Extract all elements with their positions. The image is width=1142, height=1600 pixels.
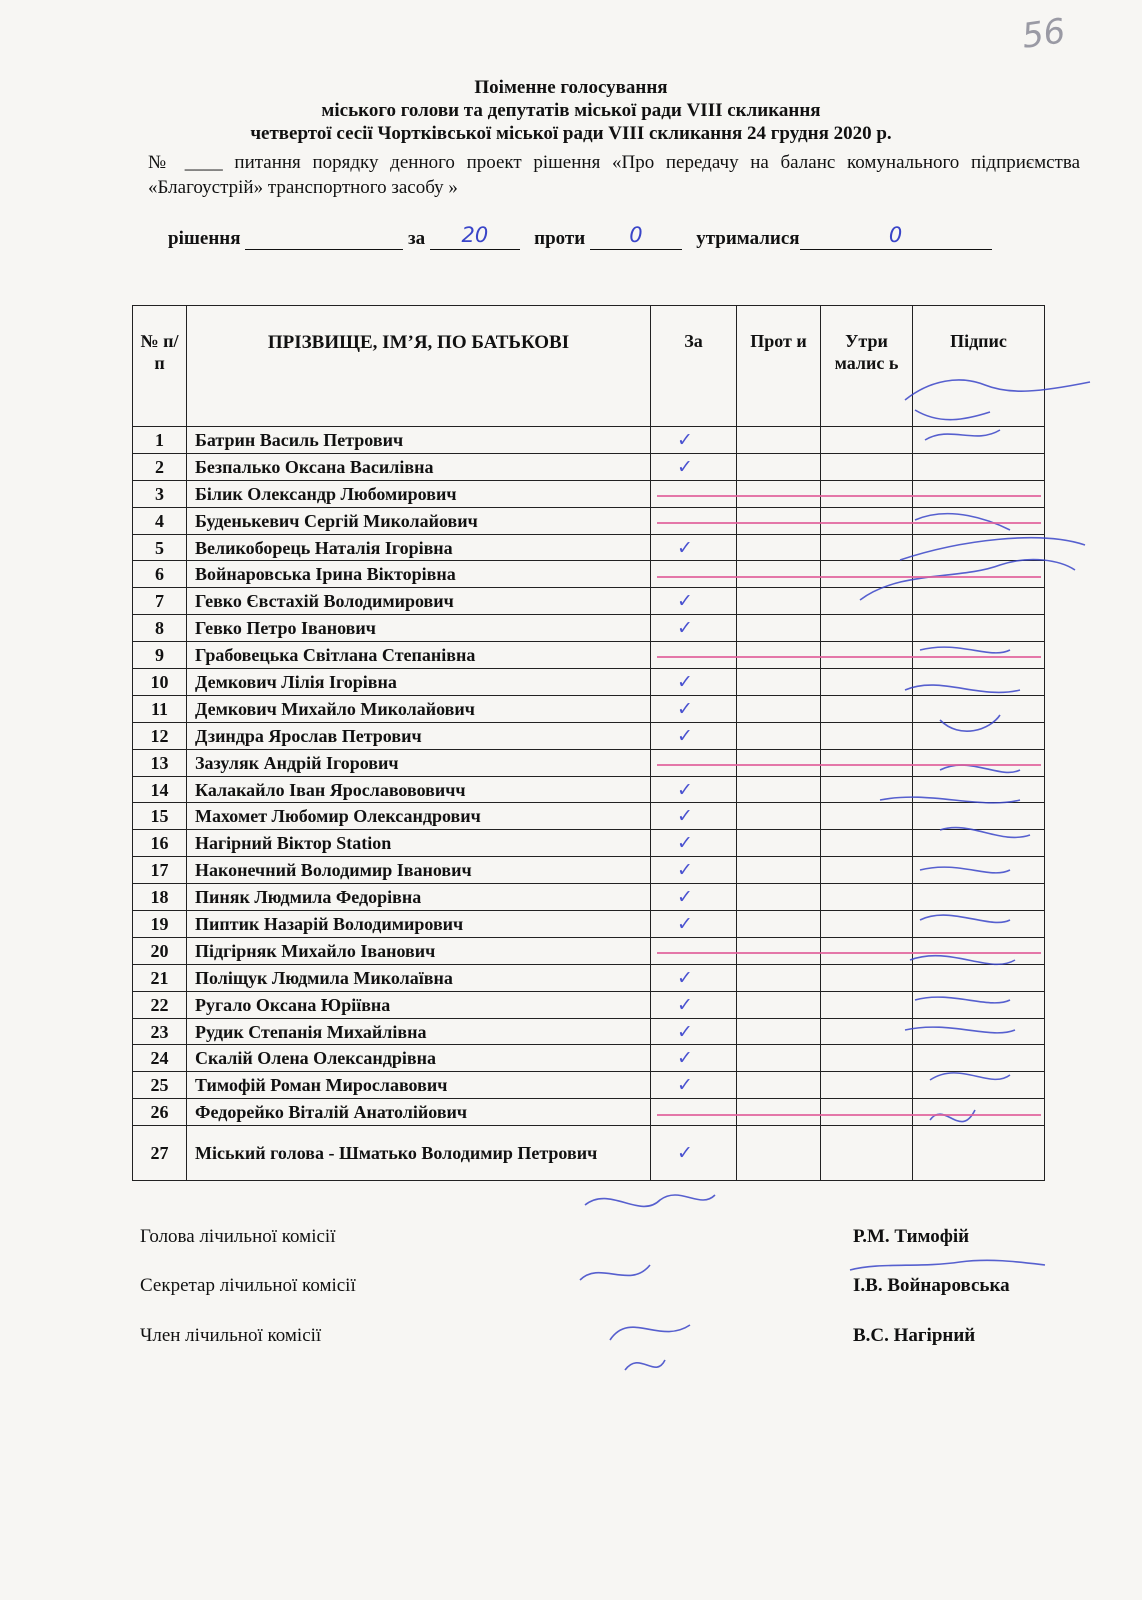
row-vote-for [651, 830, 737, 857]
table-row [133, 561, 1045, 588]
row-vote-abstained [821, 615, 913, 642]
row-vote-against [737, 991, 821, 1018]
row-num: 27 [133, 1126, 187, 1181]
against-label: проти [534, 228, 586, 249]
row-name: Білик Олександр Любомирович [187, 480, 651, 507]
row-name: Великоборець Наталія Ігорівна [187, 534, 651, 561]
row-signature [913, 615, 1045, 642]
row-vote-against [737, 1099, 821, 1126]
row-signature [913, 991, 1045, 1018]
row-name: Скалій Олена Олександрівна [187, 1045, 651, 1072]
row-num: 18 [133, 884, 187, 911]
vote-check-mark [655, 1101, 677, 1123]
row-num: 21 [133, 964, 187, 991]
vote-check-mark: ✓ [677, 778, 693, 801]
title-line-3: четвертої сесії Чортківської міської ради VIII скликання 24 грудня 2020 р. [250, 123, 892, 144]
row-name: Пиняк Людмила Федорівна [187, 884, 651, 911]
row-signature [913, 1099, 1045, 1126]
chair-name: Р.М. Тимофій [853, 1226, 970, 1247]
row-signature [913, 588, 1045, 615]
row-num: 17 [133, 857, 187, 884]
vote-check-mark: ✓ [677, 912, 693, 935]
row-vote-abstained [821, 830, 913, 857]
row-num: 24 [133, 1045, 187, 1072]
row-vote-against [737, 803, 821, 830]
table-row [133, 964, 1045, 991]
vote-check-mark: ✓ [677, 697, 693, 720]
vote-check-mark: ✓ [677, 886, 693, 909]
header-abstained: Утри малис ь [821, 306, 913, 427]
row-vote-abstained [821, 1126, 913, 1181]
row-vote-abstained [821, 911, 913, 938]
header-signature: Підпис [913, 306, 1045, 427]
row-vote-against [737, 884, 821, 911]
secretary-name: І.В. Войнаровська [853, 1275, 1010, 1296]
row-vote-against [737, 427, 821, 454]
table-row [133, 884, 1045, 911]
title-line-1: Поіменне голосування [474, 77, 668, 98]
absent-strike-line [657, 764, 1041, 766]
table-row [133, 669, 1045, 696]
row-num: 16 [133, 830, 187, 857]
table-row [133, 1045, 1045, 1072]
row-name: Міський голова - Шматько Володимир Петрович [187, 1126, 651, 1181]
header-against: Прот и [737, 306, 821, 427]
row-vote-abstained [821, 722, 913, 749]
vote-check-mark: ✓ [677, 832, 693, 855]
vote-check-mark: ✓ [677, 966, 693, 989]
row-signature [913, 561, 1045, 588]
row-vote-for [651, 507, 737, 534]
secretary-role: Секретар лічильної комісії [140, 1275, 356, 1296]
absent-strike-line [657, 952, 1041, 954]
row-name: Пиптик Назарій Володимирович [187, 911, 651, 938]
row-vote-for [651, 669, 737, 696]
row-vote-abstained [821, 427, 913, 454]
row-signature [913, 534, 1045, 561]
row-vote-for [651, 561, 737, 588]
row-name: Батрин Василь Петрович [187, 427, 651, 454]
row-vote-abstained [821, 642, 913, 669]
row-num: 6 [133, 561, 187, 588]
row-name: Калакайло Іван Ярославововичч [187, 776, 651, 803]
vote-check-mark [655, 644, 677, 666]
row-vote-abstained [821, 776, 913, 803]
row-vote-against [737, 480, 821, 507]
row-vote-for [651, 453, 737, 480]
row-vote-for [651, 749, 737, 776]
row-vote-for [651, 695, 737, 722]
handwritten-page-number: 56 [1019, 11, 1068, 57]
abstained-count-field [800, 223, 992, 250]
vote-check-mark: ✓ [677, 670, 693, 693]
row-vote-abstained [821, 480, 913, 507]
row-vote-against [737, 749, 821, 776]
table-row [133, 1072, 1045, 1099]
row-vote-abstained [821, 1072, 913, 1099]
row-name: Нагірний Віктор Station [187, 830, 651, 857]
row-vote-against [737, 911, 821, 938]
row-num: 26 [133, 1099, 187, 1126]
row-vote-against [737, 615, 821, 642]
row-vote-against [737, 695, 821, 722]
row-signature [913, 1126, 1045, 1181]
decision-blank [245, 229, 403, 250]
row-vote-abstained [821, 964, 913, 991]
row-signature [913, 857, 1045, 884]
row-vote-abstained [821, 561, 913, 588]
row-signature [913, 480, 1045, 507]
row-name: Безпалько Оксана Василівна [187, 453, 651, 480]
absent-strike-line [657, 522, 1041, 524]
vote-check-mark: ✓ [677, 1074, 693, 1097]
chair-role: Голова лічильної комісії [140, 1226, 336, 1247]
row-vote-against [737, 1126, 821, 1181]
decision-label: рішення [168, 228, 241, 249]
vote-check-mark: ✓ [677, 724, 693, 747]
row-vote-against [737, 453, 821, 480]
row-vote-for [651, 1099, 737, 1126]
row-vote-for [651, 884, 737, 911]
row-vote-abstained [821, 749, 913, 776]
row-name: Гевко Євстахій Володимирович [187, 588, 651, 615]
secretary-initials [850, 1260, 1045, 1270]
row-num: 12 [133, 722, 187, 749]
row-vote-abstained [821, 695, 913, 722]
row-vote-for [651, 1045, 737, 1072]
decision-summary [168, 223, 992, 250]
row-vote-abstained [821, 884, 913, 911]
vote-check-mark: ✓ [677, 805, 693, 828]
row-name: Тимофій Роман Мирославович [187, 1072, 651, 1099]
row-vote-abstained [821, 453, 913, 480]
commission-signature-3 [610, 1325, 690, 1370]
commission-signature-1 [585, 1195, 715, 1206]
row-num: 15 [133, 803, 187, 830]
table-row [133, 749, 1045, 776]
row-vote-against [737, 1045, 821, 1072]
roll-call-table [132, 305, 1045, 1181]
row-num: 14 [133, 776, 187, 803]
row-signature [913, 803, 1045, 830]
row-name: Войнаровська Ірина Вікторівна [187, 561, 651, 588]
row-vote-against [737, 588, 821, 615]
row-name: Демкович Лілія Ігорівна [187, 669, 651, 696]
row-vote-for [651, 480, 737, 507]
row-vote-against [737, 507, 821, 534]
vote-check-mark [655, 563, 677, 585]
row-vote-for [651, 534, 737, 561]
row-name: Підгірняк Михайло Іванович [187, 937, 651, 964]
row-vote-abstained [821, 857, 913, 884]
row-vote-against [737, 857, 821, 884]
row-vote-against [737, 830, 821, 857]
row-signature [913, 964, 1045, 991]
table-row [133, 1018, 1045, 1045]
row-num: 7 [133, 588, 187, 615]
row-name: Демкович Михайло Миколайович [187, 695, 651, 722]
vote-check-mark: ✓ [677, 1047, 693, 1070]
table-row [133, 911, 1045, 938]
row-vote-abstained [821, 991, 913, 1018]
row-name: Зазуляк Андрій Ігорович [187, 749, 651, 776]
row-vote-for [651, 937, 737, 964]
row-vote-for [651, 857, 737, 884]
table-row [133, 642, 1045, 669]
row-vote-against [737, 642, 821, 669]
table-row [133, 453, 1045, 480]
row-vote-against [737, 561, 821, 588]
for-count-field [430, 223, 520, 250]
row-name: Грабовецька Світлана Степанівна [187, 642, 651, 669]
header-num: № п/п [133, 306, 187, 427]
row-vote-abstained [821, 534, 913, 561]
row-signature [913, 1045, 1045, 1072]
vote-check-mark [655, 940, 677, 962]
row-num: 20 [133, 937, 187, 964]
row-signature [913, 937, 1045, 964]
row-signature [913, 911, 1045, 938]
row-vote-for [651, 964, 737, 991]
against-count-value: 0 [629, 223, 643, 247]
table-row [133, 857, 1045, 884]
member-role: Член лічильної комісії [140, 1325, 322, 1346]
row-num: 25 [133, 1072, 187, 1099]
table-row [133, 991, 1045, 1018]
row-num: 8 [133, 615, 187, 642]
row-name: Федорейко Віталій Анатолійович [187, 1099, 651, 1126]
row-vote-abstained [821, 803, 913, 830]
row-name: Рудик Степанія Михайлівна [187, 1018, 651, 1045]
absent-strike-line [657, 656, 1041, 658]
row-vote-for [651, 615, 737, 642]
row-num: 23 [133, 1018, 187, 1045]
row-vote-for [651, 1072, 737, 1099]
row-vote-for [651, 991, 737, 1018]
row-vote-for [651, 1126, 737, 1181]
absent-strike-line [657, 495, 1041, 497]
table-row [133, 1126, 1045, 1181]
row-vote-against [737, 964, 821, 991]
table-row [133, 588, 1045, 615]
row-signature [913, 1018, 1045, 1045]
row-vote-for [651, 911, 737, 938]
row-vote-abstained [821, 669, 913, 696]
vote-check-mark [655, 510, 677, 532]
against-count-field [590, 223, 682, 250]
row-vote-against [737, 669, 821, 696]
row-signature [913, 884, 1045, 911]
row-num: 10 [133, 669, 187, 696]
abstained-label: утрималися [696, 228, 800, 249]
document-title [0, 76, 1142, 145]
row-vote-against [737, 1018, 821, 1045]
row-signature [913, 776, 1045, 803]
row-vote-against [737, 776, 821, 803]
row-signature [913, 669, 1045, 696]
member-name: В.С. Нагірний [853, 1325, 976, 1346]
row-name: Дзиндра Ярослав Петрович [187, 722, 651, 749]
row-vote-abstained [821, 588, 913, 615]
row-num: 2 [133, 453, 187, 480]
vote-check-mark: ✓ [677, 536, 693, 559]
row-num: 19 [133, 911, 187, 938]
row-num: 9 [133, 642, 187, 669]
vote-check-mark: ✓ [677, 428, 693, 451]
row-vote-for [651, 803, 737, 830]
row-vote-abstained [821, 1099, 913, 1126]
absent-strike-line [657, 1114, 1041, 1116]
absent-strike-line [657, 576, 1041, 578]
table-row [133, 507, 1045, 534]
row-name: Наконечний Володимир Іванович [187, 857, 651, 884]
table-row [133, 830, 1045, 857]
row-num: 3 [133, 480, 187, 507]
vote-check-mark [655, 752, 677, 774]
for-label: за [408, 228, 426, 249]
row-vote-for [651, 642, 737, 669]
row-signature [913, 642, 1045, 669]
row-vote-for [651, 427, 737, 454]
vote-check-mark: ✓ [677, 617, 693, 640]
row-num: 11 [133, 695, 187, 722]
row-signature [913, 830, 1045, 857]
row-num: 13 [133, 749, 187, 776]
row-signature [913, 427, 1045, 454]
row-signature [913, 1072, 1045, 1099]
row-name: Махомет Любомир Олександрович [187, 803, 651, 830]
row-name: Буденькевич Сергій Миколайович [187, 507, 651, 534]
vote-check-mark [655, 483, 677, 505]
row-name: Гевко Петро Іванович [187, 615, 651, 642]
table-row [133, 695, 1045, 722]
table-row [133, 427, 1045, 454]
row-vote-for [651, 722, 737, 749]
table-row [133, 937, 1045, 964]
table-row [133, 480, 1045, 507]
table-row [133, 615, 1045, 642]
table-row [133, 776, 1045, 803]
table-body [133, 427, 1045, 1181]
row-vote-against [737, 722, 821, 749]
vote-check-mark: ✓ [677, 859, 693, 882]
vote-check-mark: ✓ [677, 590, 693, 613]
row-vote-against [737, 937, 821, 964]
row-vote-for [651, 588, 737, 615]
table-header-row [133, 306, 1045, 427]
header-name: ПРІЗВИЩЕ, ІМ’Я, ПО БАТЬКОВІ [187, 306, 651, 427]
row-signature [913, 695, 1045, 722]
row-num: 5 [133, 534, 187, 561]
for-count-value: 20 [461, 223, 489, 247]
row-vote-for [651, 1018, 737, 1045]
row-signature [913, 453, 1045, 480]
row-vote-abstained [821, 1045, 913, 1072]
row-num: 4 [133, 507, 187, 534]
vote-check-mark: ✓ [677, 1020, 693, 1043]
header-for: За [651, 306, 737, 427]
table-row [133, 722, 1045, 749]
row-signature [913, 749, 1045, 776]
vote-check-mark: ✓ [677, 455, 693, 478]
agenda-item-text: № ____ питання порядку денного проект рішення «Про передачу на баланс комунального підприємства «Благоустрій» транспортного засобу » [148, 152, 1080, 198]
row-vote-for [651, 776, 737, 803]
row-signature [913, 507, 1045, 534]
row-vote-against [737, 1072, 821, 1099]
table-row [133, 1099, 1045, 1126]
row-name: Ругало Оксана Юріївна [187, 991, 651, 1018]
row-vote-against [737, 534, 821, 561]
vote-check-mark: ✓ [677, 993, 693, 1016]
row-vote-abstained [821, 937, 913, 964]
vote-check-mark: ✓ [677, 1142, 693, 1165]
row-num: 22 [133, 991, 187, 1018]
commission-signature-2 [580, 1265, 650, 1280]
row-vote-abstained [821, 1018, 913, 1045]
title-line-2: міського голови та депутатів міської ради VIII скликання [321, 100, 821, 121]
abstained-count-value: 0 [888, 223, 903, 247]
row-vote-abstained [821, 507, 913, 534]
row-name: Поліщук Людмила Миколаївна [187, 964, 651, 991]
row-num: 1 [133, 427, 187, 454]
table-row [133, 803, 1045, 830]
table-row [133, 534, 1045, 561]
row-signature [913, 722, 1045, 749]
